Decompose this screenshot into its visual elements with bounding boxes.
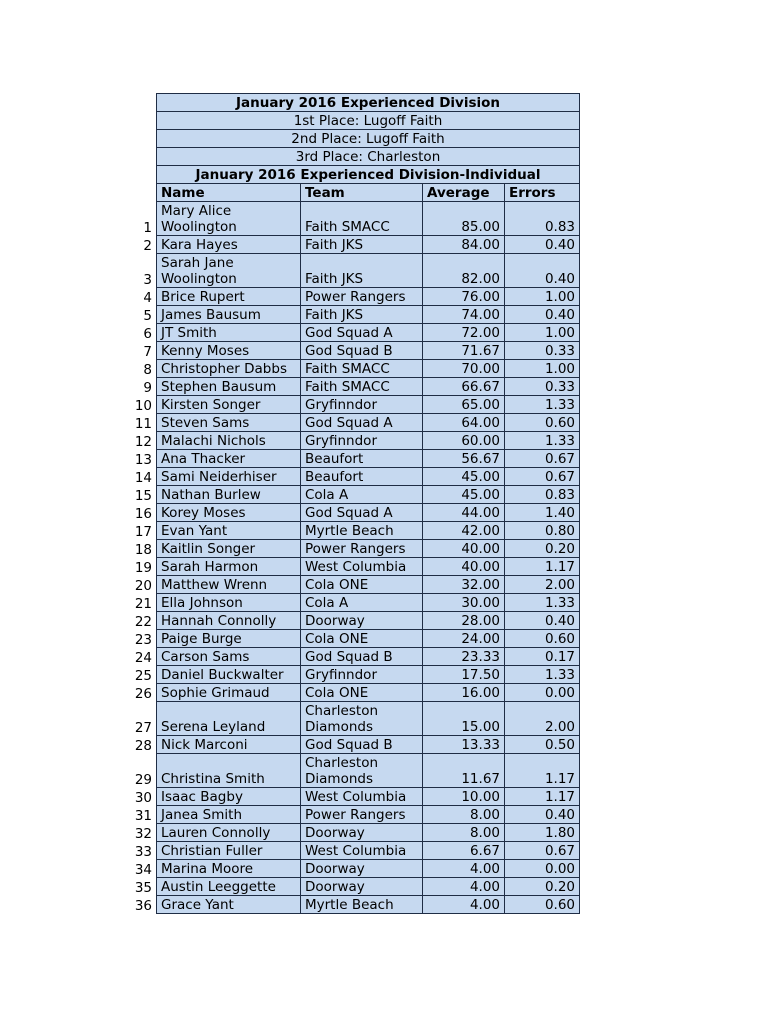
player-name-cell: Nathan Burlew (157, 486, 301, 504)
errors-cell: 0.80 (505, 522, 580, 540)
team-cell: Power Rangers (301, 806, 423, 824)
team-cell: Cola ONE (301, 630, 423, 648)
errors-cell: 1.80 (505, 824, 580, 842)
average-cell: 66.67 (423, 378, 505, 396)
average-cell: 8.00 (423, 824, 505, 842)
table-row (123, 254, 580, 288)
average-cell: 16.00 (423, 684, 505, 702)
player-name-cell: Ella Johnson (157, 594, 301, 612)
player-name-cell: Christian Fuller (157, 842, 301, 860)
rank-number: 6 (123, 324, 157, 342)
team-cell: Faith SMACC (301, 378, 423, 396)
errors-cell: 0.83 (505, 202, 580, 236)
table-row (123, 450, 580, 468)
team-cell: West Columbia (301, 788, 423, 806)
team-cell: West Columbia (301, 558, 423, 576)
table-row (123, 896, 580, 914)
errors-cell: 0.40 (505, 236, 580, 254)
errors-cell: 0.00 (505, 860, 580, 878)
errors-cell: 1.33 (505, 594, 580, 612)
rank-number: 14 (123, 468, 157, 486)
table-row (123, 522, 580, 540)
errors-cell: 0.33 (505, 342, 580, 360)
player-name-cell: James Bausum (157, 306, 301, 324)
errors-cell: 2.00 (505, 702, 580, 736)
team-cell: God Squad B (301, 648, 423, 666)
rank-number: 27 (123, 702, 157, 736)
rank-number: 36 (123, 896, 157, 914)
errors-cell: 0.20 (505, 540, 580, 558)
rank-number: 17 (123, 522, 157, 540)
average-cell: 84.00 (423, 236, 505, 254)
player-name-cell: Kenny Moses (157, 342, 301, 360)
rank-number: 19 (123, 558, 157, 576)
average-cell: 11.67 (423, 754, 505, 788)
errors-cell: 2.00 (505, 576, 580, 594)
team-cell: Doorway (301, 824, 423, 842)
rank-number: 4 (123, 288, 157, 306)
table-row (123, 414, 580, 432)
player-name-cell: Lauren Connolly (157, 824, 301, 842)
average-cell: 60.00 (423, 432, 505, 450)
table-row (123, 630, 580, 648)
average-cell: 4.00 (423, 860, 505, 878)
errors-cell: 1.33 (505, 396, 580, 414)
rank-number: 3 (123, 254, 157, 288)
average-cell: 40.00 (423, 540, 505, 558)
average-cell: 17.50 (423, 666, 505, 684)
average-cell: 4.00 (423, 878, 505, 896)
average-cell: 71.67 (423, 342, 505, 360)
table-row (123, 824, 580, 842)
rank-number: 12 (123, 432, 157, 450)
errors-cell: 1.17 (505, 754, 580, 788)
table-row (123, 306, 580, 324)
column-header-errors: Errors (505, 184, 580, 202)
rank-number: 8 (123, 360, 157, 378)
table-row (123, 754, 580, 788)
table-row (123, 702, 580, 736)
rank-number: 16 (123, 504, 157, 522)
rank-number: 25 (123, 666, 157, 684)
player-name-cell: Sarah Harmon (157, 558, 301, 576)
table-row (123, 648, 580, 666)
average-cell: 74.00 (423, 306, 505, 324)
second-place-row (123, 130, 580, 148)
errors-cell: 0.40 (505, 806, 580, 824)
errors-cell: 0.40 (505, 306, 580, 324)
table-row (123, 378, 580, 396)
player-name-cell: Serena Leyland (157, 702, 301, 736)
errors-cell: 0.67 (505, 450, 580, 468)
table-row (123, 576, 580, 594)
rank-number: 15 (123, 486, 157, 504)
player-name-cell: Sophie Grimaud (157, 684, 301, 702)
rank-number: 18 (123, 540, 157, 558)
errors-cell: 0.67 (505, 468, 580, 486)
table-row (123, 504, 580, 522)
table-row (123, 396, 580, 414)
errors-cell: 0.60 (505, 630, 580, 648)
errors-cell: 1.00 (505, 324, 580, 342)
column-header-average: Average (423, 184, 505, 202)
average-cell: 65.00 (423, 396, 505, 414)
average-cell: 24.00 (423, 630, 505, 648)
team-cell: God Squad A (301, 324, 423, 342)
errors-cell: 1.33 (505, 666, 580, 684)
player-name-cell: Christina Smith (157, 754, 301, 788)
first-place-text: 1st Place: Lugoff Faith (157, 112, 580, 130)
errors-cell: 0.40 (505, 254, 580, 288)
team-cell: Faith SMACC (301, 202, 423, 236)
results-table (123, 93, 580, 914)
player-name-cell: Paige Burge (157, 630, 301, 648)
second-place-text: 2nd Place: Lugoff Faith (157, 130, 580, 148)
table-row (123, 486, 580, 504)
rank-number: 10 (123, 396, 157, 414)
team-cell: Charleston Diamonds (301, 754, 423, 788)
table-row (123, 878, 580, 896)
average-cell: 28.00 (423, 612, 505, 630)
table-row (123, 540, 580, 558)
rank-number: 35 (123, 878, 157, 896)
average-cell: 30.00 (423, 594, 505, 612)
table-row (123, 324, 580, 342)
average-cell: 45.00 (423, 486, 505, 504)
rank-number: 7 (123, 342, 157, 360)
rank-number: 24 (123, 648, 157, 666)
errors-cell: 0.60 (505, 414, 580, 432)
player-name-cell: Brice Rupert (157, 288, 301, 306)
table-row (123, 612, 580, 630)
team-cell: Faith SMACC (301, 360, 423, 378)
rank-number: 30 (123, 788, 157, 806)
average-cell: 42.00 (423, 522, 505, 540)
average-cell: 4.00 (423, 896, 505, 914)
player-name-cell: Evan Yant (157, 522, 301, 540)
rank-number: 11 (123, 414, 157, 432)
player-name-cell: Carson Sams (157, 648, 301, 666)
team-cell: Doorway (301, 612, 423, 630)
column-header-name: Name (157, 184, 301, 202)
errors-cell: 1.33 (505, 432, 580, 450)
rank-number: 31 (123, 806, 157, 824)
table-row (123, 432, 580, 450)
rank-number: 2 (123, 236, 157, 254)
team-cell: God Squad A (301, 414, 423, 432)
individual-title: January 2016 Experienced Division-Individual (157, 166, 580, 184)
team-cell: Gryfinndor (301, 666, 423, 684)
team-cell: Cola ONE (301, 684, 423, 702)
player-name-cell: Daniel Buckwalter (157, 666, 301, 684)
player-name-cell: Grace Yant (157, 896, 301, 914)
team-cell: Gryfinndor (301, 396, 423, 414)
average-cell: 8.00 (423, 806, 505, 824)
team-cell: Faith JKS (301, 236, 423, 254)
rank-number: 21 (123, 594, 157, 612)
average-cell: 15.00 (423, 702, 505, 736)
player-name-cell: Matthew Wrenn (157, 576, 301, 594)
errors-cell: 0.67 (505, 842, 580, 860)
errors-cell: 1.17 (505, 788, 580, 806)
player-name-cell: Stephen Bausum (157, 378, 301, 396)
player-name-cell: Kirsten Songer (157, 396, 301, 414)
table-row (123, 736, 580, 754)
first-place-row (123, 112, 580, 130)
player-name-cell: Malachi Nichols (157, 432, 301, 450)
player-name-cell: Isaac Bagby (157, 788, 301, 806)
average-cell: 13.33 (423, 736, 505, 754)
team-cell: Faith JKS (301, 306, 423, 324)
team-cell: West Columbia (301, 842, 423, 860)
average-cell: 72.00 (423, 324, 505, 342)
errors-cell: 0.00 (505, 684, 580, 702)
team-cell: Myrtle Beach (301, 896, 423, 914)
rank-number: 26 (123, 684, 157, 702)
column-header-row (123, 184, 580, 202)
average-cell: 44.00 (423, 504, 505, 522)
rank-number: 22 (123, 612, 157, 630)
table-row (123, 558, 580, 576)
average-cell: 56.67 (423, 450, 505, 468)
player-name-cell: Hannah Connolly (157, 612, 301, 630)
team-cell: Beaufort (301, 468, 423, 486)
average-cell: 23.33 (423, 648, 505, 666)
player-name-cell: Mary Alice Woolington (157, 202, 301, 236)
player-name-cell: Nick Marconi (157, 736, 301, 754)
errors-cell: 0.17 (505, 648, 580, 666)
average-cell: 6.67 (423, 842, 505, 860)
third-place-row (123, 148, 580, 166)
team-cell: Power Rangers (301, 288, 423, 306)
third-place-text: 3rd Place: Charleston (157, 148, 580, 166)
table-row (123, 842, 580, 860)
errors-cell: 1.40 (505, 504, 580, 522)
errors-cell: 0.40 (505, 612, 580, 630)
player-name-cell: Korey Moses (157, 504, 301, 522)
player-name-cell: Kaitlin Songer (157, 540, 301, 558)
team-cell: God Squad B (301, 736, 423, 754)
team-cell: Doorway (301, 878, 423, 896)
team-cell: Cola A (301, 486, 423, 504)
player-name-cell: Austin Leeggette (157, 878, 301, 896)
player-name-cell: Janea Smith (157, 806, 301, 824)
team-cell: Myrtle Beach (301, 522, 423, 540)
average-cell: 85.00 (423, 202, 505, 236)
average-cell: 76.00 (423, 288, 505, 306)
individual-title-row (123, 166, 580, 184)
team-cell: Gryfinndor (301, 432, 423, 450)
errors-cell: 1.17 (505, 558, 580, 576)
column-header-team: Team (301, 184, 423, 202)
team-cell: Faith JKS (301, 254, 423, 288)
player-name-cell: Sarah Jane Woolington (157, 254, 301, 288)
average-cell: 70.00 (423, 360, 505, 378)
rank-number: 13 (123, 450, 157, 468)
table-row (123, 684, 580, 702)
average-cell: 10.00 (423, 788, 505, 806)
errors-cell: 0.60 (505, 896, 580, 914)
errors-cell: 0.50 (505, 736, 580, 754)
rank-number: 20 (123, 576, 157, 594)
rank-number: 34 (123, 860, 157, 878)
rank-number: 32 (123, 824, 157, 842)
player-name-cell: Steven Sams (157, 414, 301, 432)
table-row (123, 860, 580, 878)
average-cell: 40.00 (423, 558, 505, 576)
table-row (123, 360, 580, 378)
division-title: January 2016 Experienced Division (157, 94, 580, 112)
rank-number: 1 (123, 202, 157, 236)
table-row (123, 288, 580, 306)
table-row (123, 788, 580, 806)
table-row (123, 236, 580, 254)
team-cell: Cola A (301, 594, 423, 612)
table-row (123, 468, 580, 486)
rank-number: 23 (123, 630, 157, 648)
table-row (123, 594, 580, 612)
average-cell: 82.00 (423, 254, 505, 288)
table-row (123, 342, 580, 360)
team-cell: Charleston Diamonds (301, 702, 423, 736)
team-cell: Cola ONE (301, 576, 423, 594)
player-name-cell: Kara Hayes (157, 236, 301, 254)
player-name-cell: Sami Neiderhiser (157, 468, 301, 486)
table-row (123, 202, 580, 236)
team-cell: Doorway (301, 860, 423, 878)
rank-number: 9 (123, 378, 157, 396)
average-cell: 32.00 (423, 576, 505, 594)
team-cell: God Squad B (301, 342, 423, 360)
errors-cell: 1.00 (505, 288, 580, 306)
errors-cell: 0.20 (505, 878, 580, 896)
player-name-cell: Christopher Dabbs (157, 360, 301, 378)
results-table-body (123, 94, 580, 914)
team-cell: Beaufort (301, 450, 423, 468)
errors-cell: 1.00 (505, 360, 580, 378)
rank-number: 29 (123, 754, 157, 788)
player-name-cell: Marina Moore (157, 860, 301, 878)
rank-number: 28 (123, 736, 157, 754)
errors-cell: 0.33 (505, 378, 580, 396)
table-row (123, 806, 580, 824)
rank-number: 5 (123, 306, 157, 324)
average-cell: 64.00 (423, 414, 505, 432)
team-cell: God Squad A (301, 504, 423, 522)
rank-number: 33 (123, 842, 157, 860)
table-row (123, 666, 580, 684)
average-cell: 45.00 (423, 468, 505, 486)
errors-cell: 0.83 (505, 486, 580, 504)
team-cell: Power Rangers (301, 540, 423, 558)
player-name-cell: Ana Thacker (157, 450, 301, 468)
player-name-cell: JT Smith (157, 324, 301, 342)
title-row (123, 94, 580, 112)
